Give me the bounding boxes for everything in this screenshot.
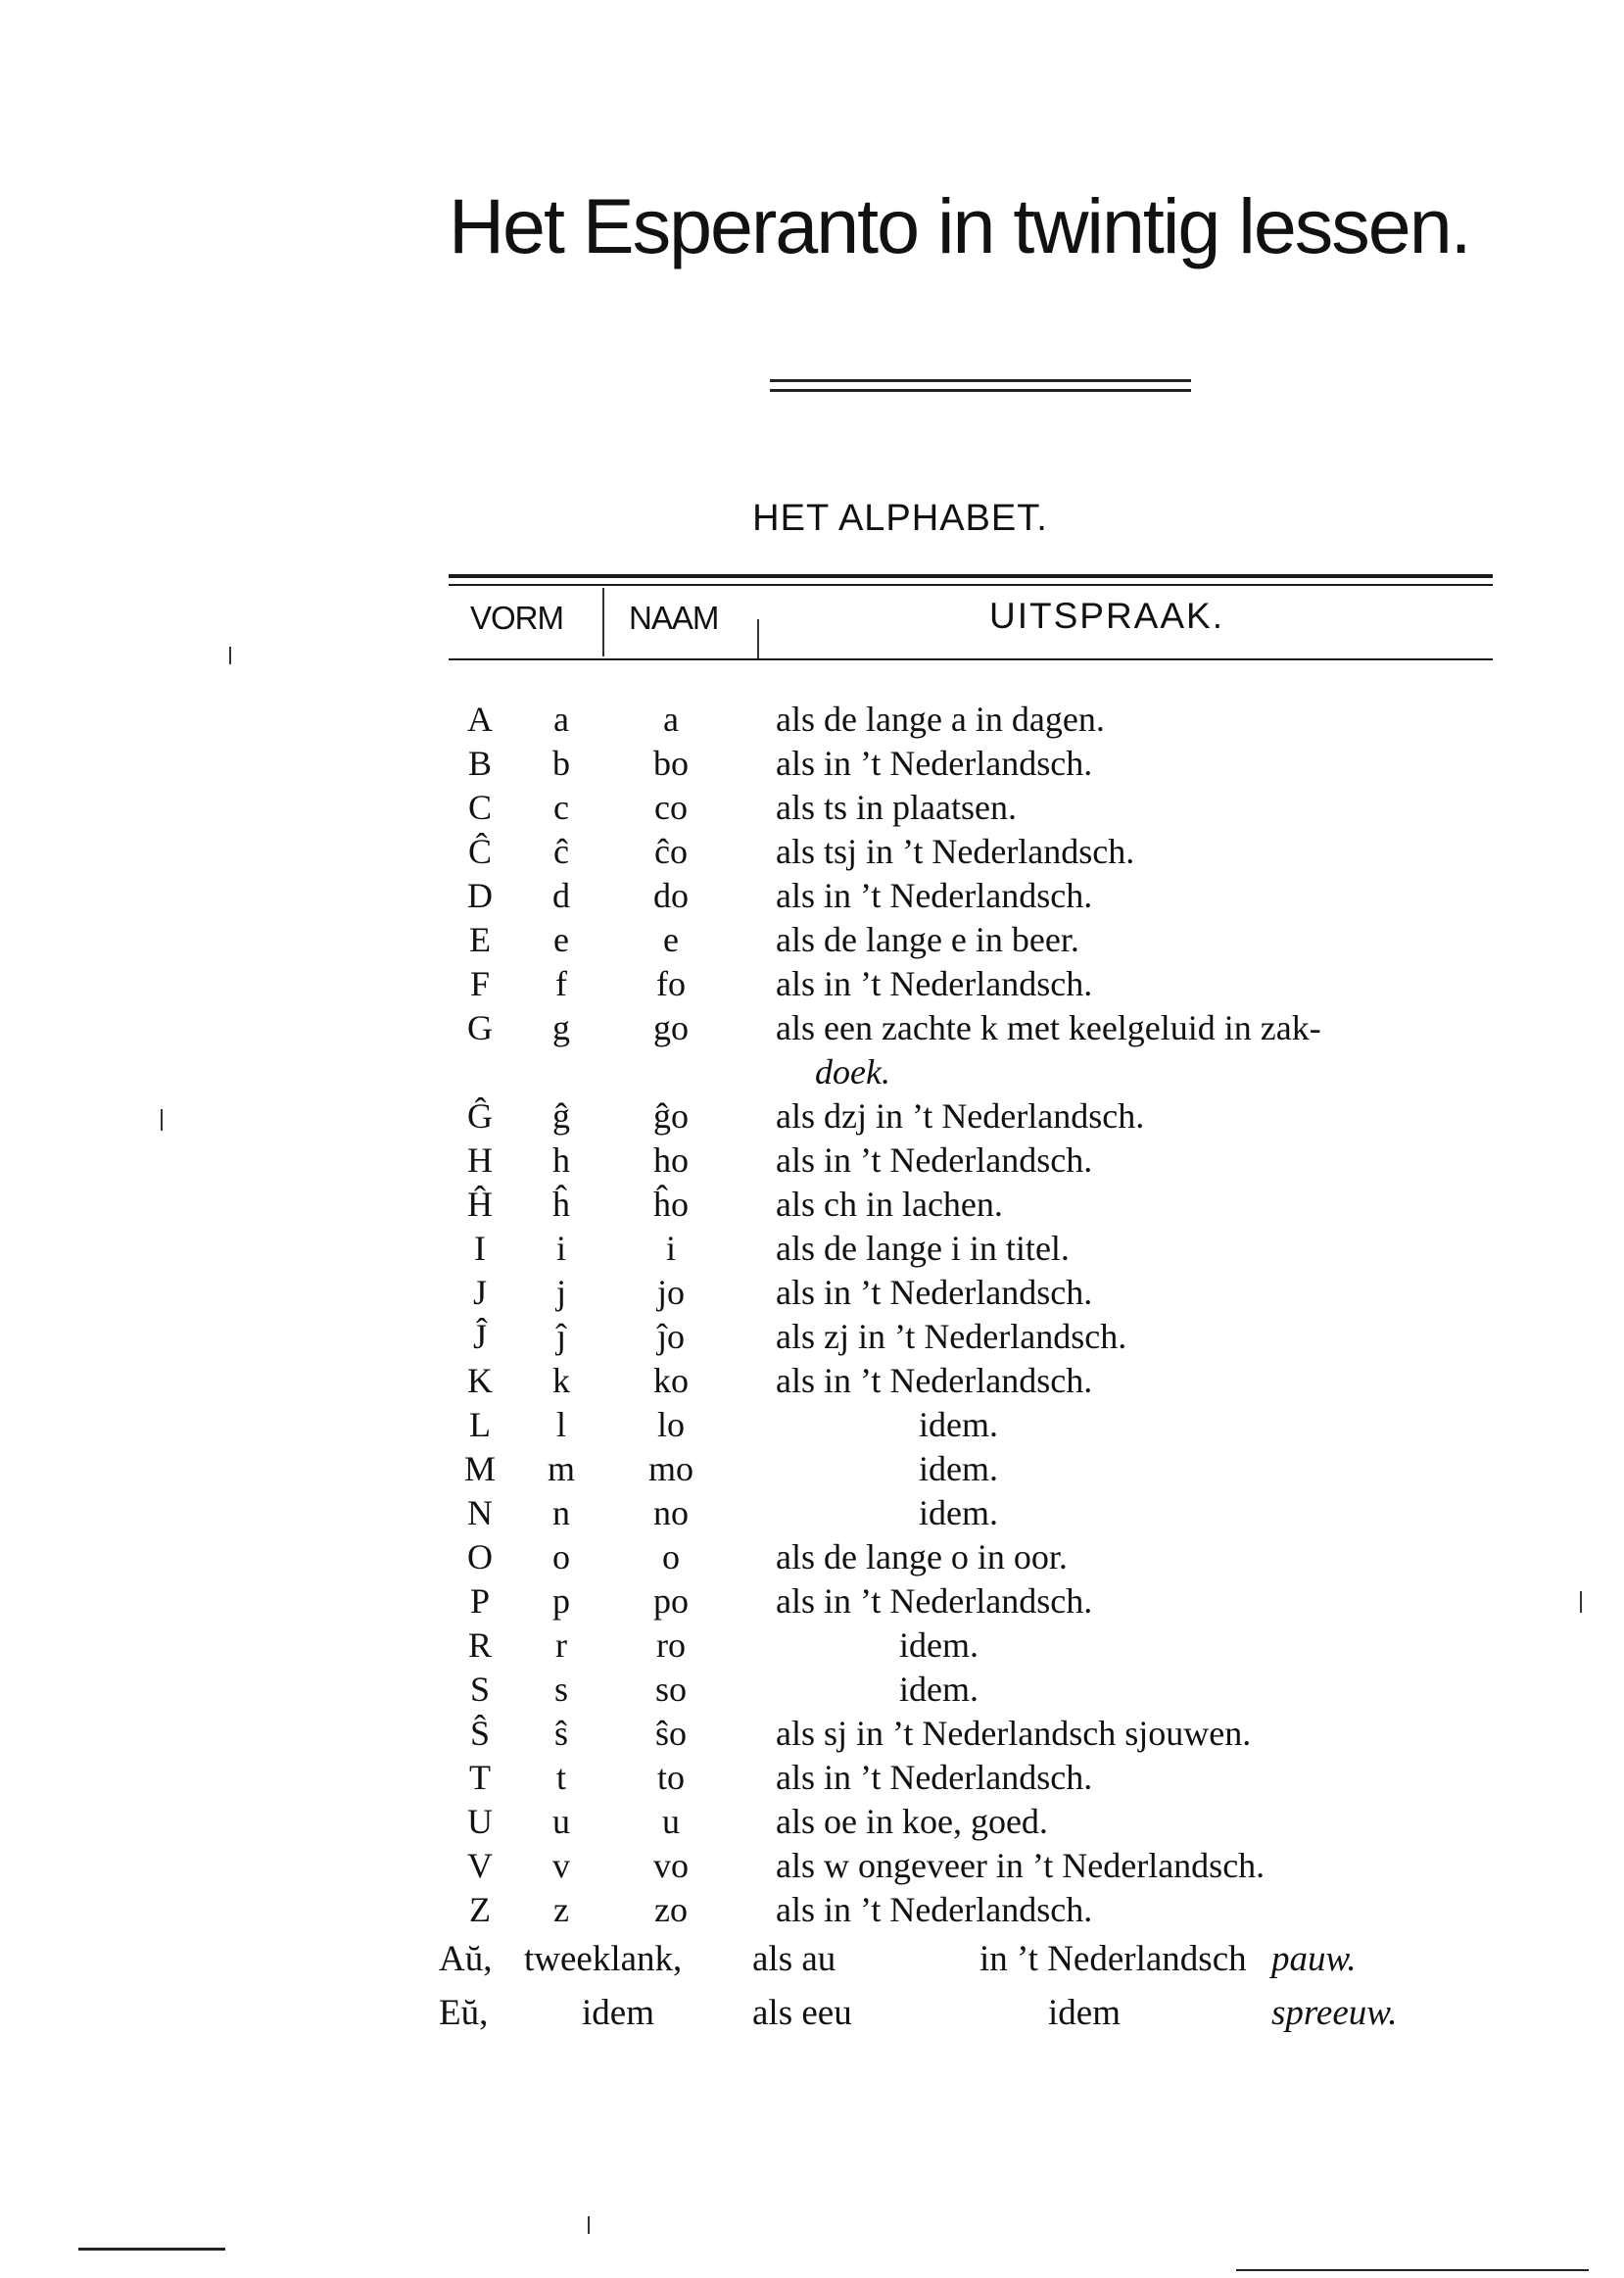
scan-mark-1 bbox=[229, 647, 231, 664]
letter-uppercase: P bbox=[469, 1581, 491, 1621]
letter-lowercase: c bbox=[553, 788, 569, 827]
letter-lowercase: p bbox=[552, 1581, 570, 1621]
letter-pronunciation: idem. bbox=[919, 1493, 998, 1532]
header-naam: NAAM bbox=[629, 600, 719, 636]
table-row bbox=[0, 1403, 1624, 1447]
header-bottom-rule bbox=[449, 658, 1493, 660]
diphthong-form: Aŭ, bbox=[439, 1939, 493, 1979]
table-row bbox=[0, 962, 1624, 1006]
letter-name: ho bbox=[653, 1140, 689, 1180]
letter-name: ĝo bbox=[653, 1096, 689, 1136]
letter-lowercase: v bbox=[552, 1846, 570, 1885]
letter-uppercase: K bbox=[467, 1361, 493, 1400]
diphthong-row bbox=[0, 1932, 1624, 1986]
letter-pronunciation: als in ’t Nederlandsch. bbox=[776, 1273, 1093, 1312]
letter-lowercase: u bbox=[552, 1802, 570, 1841]
letter-pronunciation: idem. bbox=[919, 1405, 998, 1444]
letter-name: zo bbox=[654, 1890, 688, 1929]
letter-uppercase: Z bbox=[469, 1890, 491, 1929]
letter-lowercase: h bbox=[552, 1140, 570, 1180]
letter-name: no bbox=[653, 1493, 689, 1532]
letter-lowercase: ŝ bbox=[553, 1714, 568, 1753]
letter-pronunciation: idem. bbox=[899, 1670, 979, 1709]
letter-lowercase: r bbox=[555, 1625, 567, 1665]
diphthong-row bbox=[0, 1986, 1624, 2040]
section-heading: HET ALPHABET. bbox=[752, 498, 1048, 539]
letter-uppercase: J bbox=[472, 1273, 487, 1312]
letter-name: lo bbox=[656, 1405, 685, 1444]
letter-pronunciation: als dzj in ’t Nederlandsch. bbox=[776, 1096, 1145, 1136]
header-separator-2 bbox=[757, 619, 759, 658]
letter-lowercase: n bbox=[552, 1493, 570, 1532]
table-row bbox=[0, 1535, 1624, 1579]
letter-name: go bbox=[653, 1008, 689, 1047]
diphthong-name: idem bbox=[582, 1993, 654, 2033]
scan-mark-4 bbox=[588, 2216, 590, 2234]
letter-pronunciation: als in ’t Nederlandsch. bbox=[776, 1890, 1093, 1929]
letter-name: fo bbox=[656, 964, 686, 1003]
letter-name: po bbox=[653, 1581, 689, 1621]
letter-pronunciation: als in ’t Nederlandsch. bbox=[776, 744, 1093, 783]
letter-pronunciation: als sj in ’t Nederlandsch sjouwen. bbox=[776, 1714, 1252, 1753]
table-row bbox=[0, 874, 1624, 918]
table-row bbox=[0, 1756, 1624, 1800]
letter-lowercase: o bbox=[552, 1537, 570, 1576]
letter-pronunciation: als zj in ’t Nederlandsch. bbox=[776, 1317, 1127, 1356]
letter-pronunciation: idem. bbox=[919, 1449, 998, 1488]
letter-name: ro bbox=[656, 1625, 686, 1665]
letter-name: jo bbox=[656, 1273, 685, 1312]
letter-lowercase: z bbox=[553, 1890, 569, 1929]
letter-pronunciation: als in ’t Nederlandsch. bbox=[776, 1140, 1093, 1180]
diphthong-form: Eŭ, bbox=[439, 1993, 489, 2033]
letter-name: ko bbox=[653, 1361, 689, 1400]
table-row bbox=[0, 918, 1624, 962]
diphthong-reference: idem bbox=[1048, 1993, 1121, 2033]
letter-uppercase: N bbox=[467, 1493, 493, 1532]
letter-lowercase: ĵ bbox=[555, 1317, 566, 1356]
letter-lowercase: e bbox=[553, 920, 569, 959]
table-row bbox=[0, 1624, 1624, 1668]
letter-uppercase: V bbox=[467, 1846, 493, 1885]
table-row bbox=[0, 830, 1624, 874]
letter-name: to bbox=[656, 1758, 685, 1797]
table-top-rule-thick bbox=[449, 574, 1493, 578]
letter-name: e bbox=[663, 920, 679, 959]
letter-name: vo bbox=[653, 1846, 689, 1885]
letter-pronunciation: als tsj in ’t Nederlandsch. bbox=[776, 832, 1135, 871]
letter-lowercase: t bbox=[555, 1758, 566, 1797]
letter-uppercase: D bbox=[467, 876, 493, 915]
letter-uppercase: Ĥ bbox=[467, 1185, 493, 1224]
letter-lowercase: a bbox=[553, 700, 569, 739]
table-row bbox=[0, 1712, 1624, 1756]
header-separator-1 bbox=[602, 588, 604, 656]
table-row bbox=[0, 1888, 1624, 1932]
letter-lowercase: i bbox=[555, 1229, 566, 1268]
letter-lowercase: m bbox=[547, 1449, 575, 1488]
table-row bbox=[0, 1844, 1624, 1888]
letter-uppercase: B bbox=[467, 744, 492, 783]
table-row bbox=[0, 1271, 1624, 1315]
letter-lowercase: b bbox=[552, 744, 570, 783]
table-row bbox=[0, 1094, 1624, 1139]
diphthong-example: pauw. bbox=[1271, 1939, 1357, 1979]
letter-name: a bbox=[663, 700, 679, 739]
letter-pronunciation: als de lange i in titel. bbox=[776, 1229, 1070, 1268]
scan-edge-line-left bbox=[78, 2248, 225, 2251]
letter-uppercase: Ŝ bbox=[469, 1714, 491, 1753]
letter-uppercase: Ĵ bbox=[472, 1317, 487, 1356]
page-title: Het Esperanto in twintig lessen. bbox=[449, 182, 1470, 269]
table-row bbox=[0, 1006, 1624, 1050]
table-row bbox=[0, 1227, 1624, 1271]
letter-uppercase: E bbox=[469, 920, 491, 959]
letter-name: bo bbox=[653, 744, 689, 783]
table-row-continuation bbox=[0, 1050, 1624, 1094]
letter-uppercase: Ĝ bbox=[467, 1096, 493, 1136]
letter-name: do bbox=[653, 876, 689, 915]
diphthong-reference: in ’t Nederlandsch bbox=[979, 1939, 1247, 1979]
letter-uppercase: I bbox=[474, 1229, 486, 1268]
letter-uppercase: R bbox=[467, 1625, 492, 1665]
letter-lowercase: j bbox=[555, 1273, 566, 1312]
diphthong-name: tweeklank, bbox=[524, 1939, 683, 1979]
letter-pronunciation: als de lange e in beer. bbox=[776, 920, 1079, 959]
table-row bbox=[0, 786, 1624, 830]
letter-pronunciation: als w ongeveer in ’t Nederlandsch. bbox=[776, 1846, 1266, 1885]
letter-uppercase: M bbox=[463, 1449, 496, 1488]
letter-name: co bbox=[654, 788, 688, 827]
table-row bbox=[0, 1315, 1624, 1359]
letter-pronunciation: als de lange a in dagen. bbox=[776, 700, 1105, 739]
letter-pronunciation-continued: doek. bbox=[815, 1052, 890, 1091]
diphthong-pronunciation: als eeu bbox=[752, 1993, 852, 2033]
letter-pronunciation: als in ’t Nederlandsch. bbox=[776, 1361, 1093, 1400]
letter-uppercase: O bbox=[467, 1537, 493, 1576]
table-row bbox=[0, 1139, 1624, 1183]
table-row bbox=[0, 1447, 1624, 1491]
letter-pronunciation: als de lange o in oor. bbox=[776, 1537, 1068, 1576]
letter-uppercase: H bbox=[467, 1140, 493, 1180]
letter-name: o bbox=[662, 1537, 680, 1576]
letter-name: so bbox=[654, 1670, 687, 1709]
letter-pronunciation: als in ’t Nederlandsch. bbox=[776, 1758, 1093, 1797]
letter-uppercase: C bbox=[467, 788, 492, 827]
letter-pronunciation: als in ’t Nederlandsch. bbox=[776, 876, 1093, 915]
scan-edge-line-right bbox=[1236, 2269, 1589, 2271]
diphthong-pronunciation: als au bbox=[752, 1939, 836, 1979]
header-vorm: VORM bbox=[470, 600, 563, 636]
letter-name: mo bbox=[647, 1449, 693, 1488]
letter-name: u bbox=[662, 1802, 680, 1841]
table-row bbox=[0, 1491, 1624, 1535]
letter-lowercase: ĝ bbox=[552, 1096, 570, 1136]
letter-lowercase: k bbox=[552, 1361, 570, 1400]
letter-uppercase: U bbox=[467, 1802, 493, 1841]
letter-lowercase: ĥ bbox=[552, 1185, 570, 1224]
letter-name: ĵo bbox=[656, 1317, 685, 1356]
letter-lowercase: f bbox=[555, 964, 567, 1003]
title-underline-bottom bbox=[770, 389, 1191, 392]
alphabet-table-body bbox=[0, 698, 1624, 2040]
letter-lowercase: s bbox=[553, 1670, 568, 1709]
table-row bbox=[0, 1579, 1624, 1624]
letter-uppercase: T bbox=[469, 1758, 491, 1797]
table-row bbox=[0, 698, 1624, 742]
table-row bbox=[0, 1359, 1624, 1403]
letter-pronunciation: als oe in koe, goed. bbox=[776, 1802, 1048, 1841]
letter-pronunciation: als in ’t Nederlandsch. bbox=[776, 964, 1093, 1003]
scan-mark-2 bbox=[161, 1109, 163, 1131]
header-uitspraak: UITSPRAAK. bbox=[989, 596, 1224, 636]
letter-lowercase: ĉ bbox=[553, 832, 569, 871]
letter-uppercase: G bbox=[467, 1008, 493, 1047]
letter-lowercase: g bbox=[552, 1008, 570, 1047]
letter-name: ĥo bbox=[653, 1185, 689, 1224]
letter-pronunciation: als een zachte k met keelgeluid in zak- bbox=[776, 1008, 1321, 1047]
letter-lowercase: l bbox=[555, 1405, 566, 1444]
letter-pronunciation: als ch in lachen. bbox=[776, 1185, 1003, 1224]
letter-name: i bbox=[665, 1229, 676, 1268]
letter-pronunciation: als in ’t Nederlandsch. bbox=[776, 1581, 1093, 1621]
table-row bbox=[0, 1800, 1624, 1844]
letter-uppercase: S bbox=[469, 1670, 491, 1709]
letter-pronunciation: als ts in plaatsen. bbox=[776, 788, 1017, 827]
letter-uppercase: L bbox=[469, 1405, 491, 1444]
diphthong-example: spreeuw. bbox=[1271, 1993, 1398, 2033]
letter-name: ŝo bbox=[654, 1714, 687, 1753]
table-row bbox=[0, 742, 1624, 786]
table-top-rule-thin bbox=[449, 584, 1493, 586]
letter-pronunciation: idem. bbox=[899, 1625, 979, 1665]
scan-mark-3 bbox=[1580, 1591, 1582, 1613]
letter-lowercase: d bbox=[552, 876, 570, 915]
letter-uppercase: F bbox=[469, 964, 491, 1003]
letter-uppercase: Ĉ bbox=[467, 832, 492, 871]
title-underline-top bbox=[770, 379, 1191, 382]
letter-uppercase: A bbox=[467, 700, 493, 739]
table-row bbox=[0, 1183, 1624, 1227]
table-row bbox=[0, 1668, 1624, 1712]
letter-name: ĉo bbox=[654, 832, 688, 871]
